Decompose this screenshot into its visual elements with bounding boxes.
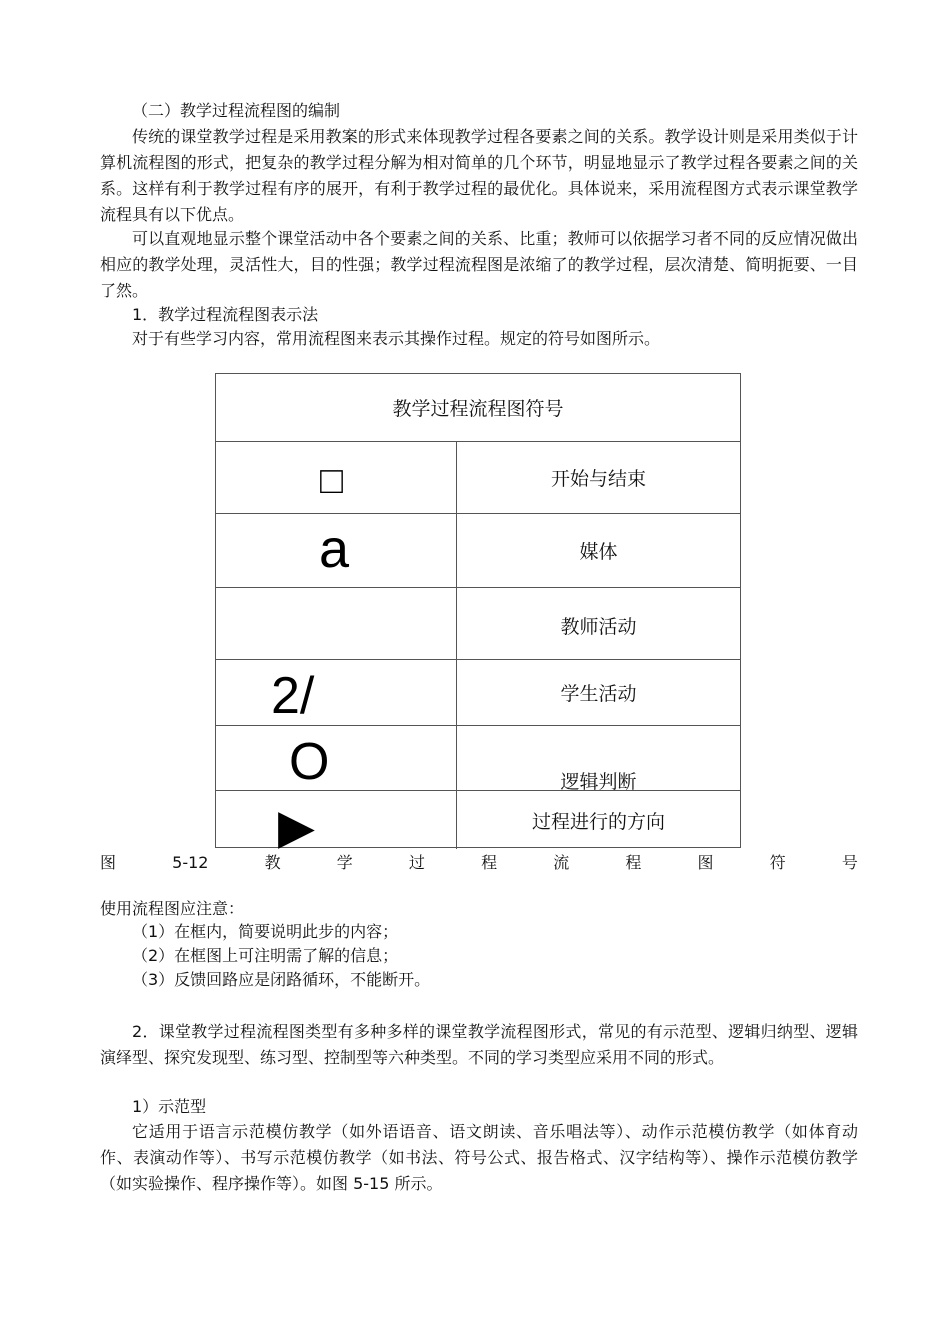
table-row: [216, 791, 740, 854]
label-cell: 学生活动: [560, 683, 637, 705]
subsection-heading-1: 1．教学过程流程图表示法: [132, 305, 319, 324]
caption-char: 教: [264, 853, 281, 872]
label-cell: 过程进行的方向: [531, 811, 665, 833]
paragraph-5: 它适用于语言示范模仿教学（如外语语音、语文朗读、音乐唱法等）、动作示范模仿教学（如体育动作、表演动作等）、书写示范模仿教学（如书法、符号公式、报告格式、汉字结构等）、操作示范模仿教学（如实验操作、程序操作等）。如图 5-15 所示。: [100, 1122, 858, 1193]
label-cell: 教师活动: [560, 616, 637, 638]
label-text: 逻辑判断: [560, 771, 637, 793]
caption-char: 符: [769, 853, 786, 872]
caption-char: 过: [408, 853, 425, 872]
notes-heading: 使用流程图应注意：: [100, 899, 245, 918]
decision-symbol-icon: O: [289, 733, 330, 791]
table-row: [216, 514, 740, 588]
section-heading: （二）教学过程流程图的编制: [132, 101, 341, 120]
note-item: （1）在框内，简要说明此步的内容；: [132, 922, 399, 941]
symbol-cell: [216, 514, 457, 587]
table-row: [216, 588, 740, 660]
table-title: 教学过程流程图符号: [216, 374, 740, 442]
symbol-cell: [216, 791, 457, 854]
caption-char: 图: [697, 853, 714, 872]
table-row: [216, 726, 740, 791]
media-symbol-icon: a: [319, 519, 350, 579]
caption-char: 程: [625, 853, 642, 872]
paragraph-4: 2．课堂教学过程流程图类型有多种多样的课堂教学流程图形式，常见的有示范型、逻辑归纳型、逻辑演绎型、探究发现型、练习型、控制型等六种类型。不同的学习类型应采用不同的形式。: [100, 1022, 858, 1067]
symbol-cell: [216, 726, 457, 790]
square-symbol-icon: □: [320, 460, 343, 502]
table-row: [216, 442, 740, 514]
symbol-cell: [216, 442, 457, 513]
label-cell: 开始与结束: [550, 468, 646, 490]
student-activity-symbol-icon: 2/: [271, 667, 315, 725]
note-item: （3）反馈回路应是闭路循环，不能断开。: [132, 970, 431, 989]
caption-char: 程: [481, 853, 498, 872]
arrow-right-icon: ▶: [278, 801, 315, 854]
subsection-heading-2: 1）示范型: [132, 1097, 207, 1116]
label-cell: [457, 726, 740, 793]
figure-caption: [100, 851, 858, 875]
paragraph-1: 传统的课堂教学过程是采用教案的形式来体现教学过程各要素之间的关系。教学设计则是采用类似于计算机流程图的形式，把复杂的教学过程分解为相对简单的几个环节，明显地显示了教学过程各要素之间的关系。这样有利于教学过程有序的展开，有利于教学过程的最优化。具体说来，采用流程图方式表示课堂教学流程具有以下优点。: [100, 127, 858, 224]
caption-char: 5-12: [172, 853, 209, 872]
symbol-cell: [216, 660, 457, 725]
table-row: [216, 660, 740, 726]
note-item: （2）在框图上可注明需了解的信息；: [132, 946, 399, 965]
paragraph-3: 对于有些学习内容，常用流程图来表示其操作过程。规定的符号如图所示。: [132, 329, 661, 348]
caption-char: 图: [100, 853, 117, 872]
flowchart-symbols-table: [215, 373, 741, 854]
paragraph-2: 可以直观地显示整个课堂活动中各个要素之间的关系、比重；教师可以依据学习者不同的反应情况做出相应的教学处理，灵活性大，目的性强；教学过程流程图是浓缩了的教学过程，层次清楚、简明扼要、一目了然。: [100, 229, 858, 300]
caption-char: 号: [841, 853, 858, 872]
caption-char: 流: [553, 853, 570, 872]
symbol-cell: [216, 588, 457, 659]
label-cell: 媒体: [579, 541, 618, 563]
caption-char: 学: [336, 853, 353, 872]
